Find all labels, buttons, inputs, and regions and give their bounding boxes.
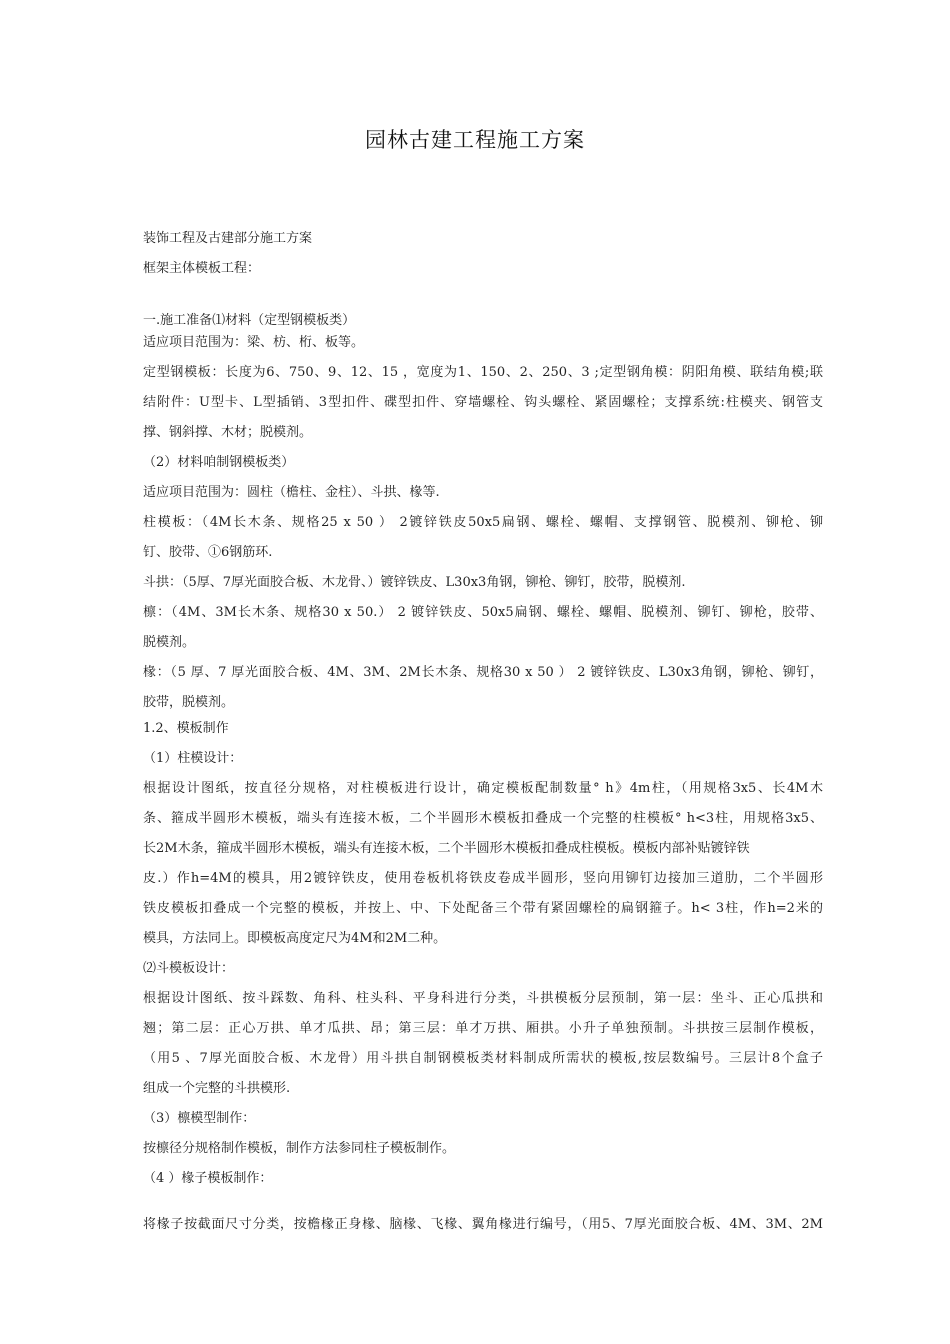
paragraph-line: 一.施工准备⑴材料（定型钢模板类） [143, 313, 356, 328]
paragraph-line: 定型钢模板：长度为6、750、9、12、15 ，宽度为1、150、2、250、3 ;定型钢角模：阴阳角模、联结角模;联 [143, 365, 823, 380]
paragraph-line: 结附件：U型卡、L型插销、3型扣件、碟型扣件、穿墙螺栓、钩头螺栓、紧固螺栓；支撑系统:柱模夹、钢管支 [143, 395, 823, 410]
paragraph-line: 适应项目范围为：圆柱（檐柱、金柱）、斗拱、椽等. [143, 485, 440, 500]
paragraph-line: 框架主体模板工程： [143, 261, 261, 276]
paragraph-line: 檩：（4M、3M长木条、规格30 x 50.） 2 镀锌铁皮、50x5扁钢、螺栓、螺帽、脱模剂、铆钉、铆枪，胶带、 [143, 605, 823, 620]
paragraph-line: 斗拱：（5厚、7厚光面胶合板、木龙骨、）镀锌铁皮、L30x3角钢，铆枪、铆钉，胶带，脱模剂. [143, 575, 686, 590]
paragraph-line: 根据设计图纸，按直径分规格，对柱模板进行设计，确定模板配制数量° h》4m柱，（用规格3x5、长4M木 [143, 781, 823, 796]
paragraph-line: 柱模板：（4M长木条、规格25 x 50 ） 2镀锌铁皮50x5扁钢、螺栓、螺帽、支撑钢管、脱模剂、铆枪、铆 [143, 515, 823, 530]
paragraph-line: 脱模剂。 [143, 635, 196, 650]
document-body [143, 196, 823, 1240]
paragraph-line: 将椽子按截面尺寸分类，按檐椽正身椽、脑椽、飞椽、翼角椽进行编号，（用5、7厚光面胶合板、4M、3M、2M [143, 1217, 823, 1232]
paragraph-line: 皮.）作h=4M的模具，用2镀锌铁皮，使用卷板机将铁皮卷成半圆形，竖向用铆钉边接加三道肋，二个半圆形 [143, 871, 823, 886]
paragraph-line: （4 ）椽子模板制作： [143, 1171, 273, 1186]
paragraph-line: 按檩径分规格制作模板，制作方法参同柱子模板制作。 [143, 1141, 456, 1156]
paragraph-line: 钉、胶带、①6钢筋环. [143, 545, 273, 560]
paragraph-line: 1.2、模板制作 [143, 721, 229, 736]
paragraph-line: 组成一个完整的斗拱模形. [143, 1081, 291, 1096]
paragraph-line: 条、箍成半圆形木模板，端头有连接木板，二个半圆形木模板扣叠成一个完整的柱模板° h<3柱，用规格3x5、 [143, 811, 823, 826]
paragraph-line: 长2M木条，箍成半圆形木模板，端头有连接木板，二个半圆形木模板扣叠成柱模板。模板内部补贴镀锌铁 [143, 841, 750, 856]
paragraph-line: 适应项目范围为：梁、枋、桁、板等。 [143, 335, 365, 350]
paragraph-line: 撑、钢斜撑、木材；脱模剂。 [143, 425, 313, 440]
paragraph-line: 根据设计图纸、按斗踩数、角科、柱头科、平身科进行分类，斗拱模板分层预制，第一层：坐斗、正心瓜拱和 [143, 991, 823, 1006]
paragraph-line: ⑵斗模板设计： [143, 961, 235, 976]
paragraph-line: 翘；第二层：正心万拱、单才瓜拱、昂；第三层：单才万拱、厢拱。小升子单独预制。斗拱按三层制作模板， [143, 1021, 823, 1036]
paragraph-line: （2）材料咱制钢模板类） [143, 455, 295, 470]
document-title: 园林古建工程施工方案 [365, 128, 585, 152]
paragraph-line: （用5 、7厚光面胶合板、木龙骨）用斗拱自制钢模板类材料制成所需状的模板,按层数编号。三层计8个盒子 [143, 1051, 823, 1066]
paragraph-line: 铁皮模板扣叠成一个完整的模板，并按上、中、下处配备三个带有紧固螺栓的扁钢箍子。h< 3柱，作h=2米的 [143, 901, 823, 916]
paragraph-line: 胶带，脱模剂。 [143, 695, 235, 710]
paragraph-line: （1）柱模设计： [143, 751, 243, 766]
paragraph-line: 装饰工程及古建部分施工方案 [143, 231, 313, 246]
paragraph-line: 模具，方法同上。即模板高度定尺为4M和2M二种。 [143, 931, 447, 946]
paragraph-line: （3）檩模型制作： [143, 1111, 256, 1126]
paragraph-line: 椽：（5 厚、7 厚光面胶合板、4M、3M、2M长木条、规格30 x 50 ） 2 镀锌铁皮、L30x3角钢，铆枪、铆钉， [143, 665, 823, 680]
